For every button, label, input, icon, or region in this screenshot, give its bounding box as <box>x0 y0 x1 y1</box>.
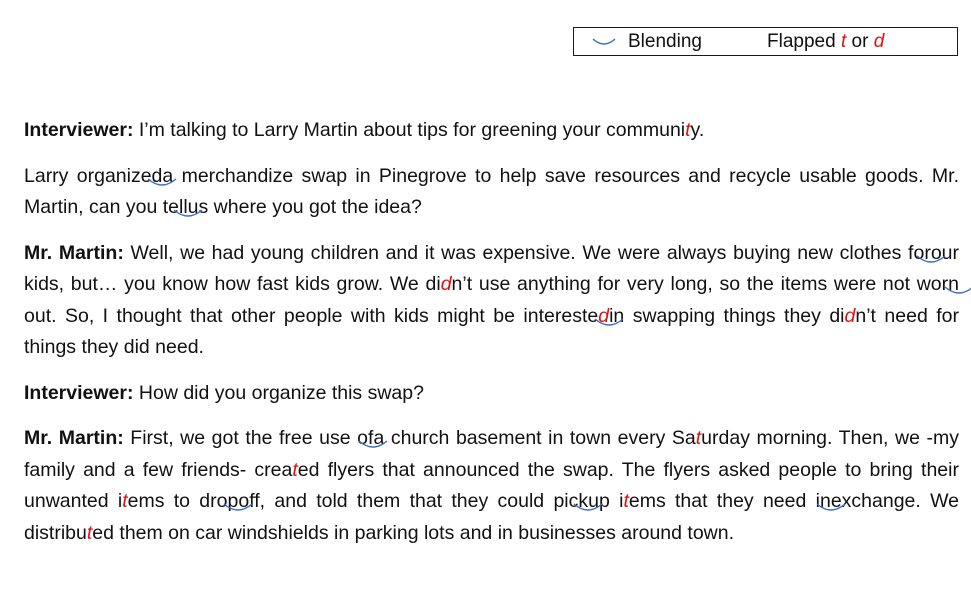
paragraph-text: I’m talking to Larry Martin about tips for greening your community. <box>133 119 705 141</box>
blend-arc-icon <box>573 502 603 514</box>
blend-arc-icon <box>591 31 617 49</box>
flapped-letter: t <box>623 490 629 512</box>
blend-arc-icon <box>594 317 624 329</box>
speaker-label: Mr. Martin: <box>24 241 124 264</box>
flapped-letter: t <box>292 458 298 481</box>
paragraph-text: First, we got the free use of a church basement in town every Saturday morning. Then, we -my family and a few friends- created flyers that announced the swap. The flyers asked people to bring their unwanted items to drop off, and told them that they could pick up items that they need in exchange. We distributed them on car windshields in parking lots and in businesses around town. <box>24 427 959 544</box>
transcript-paragraph <box>24 238 959 364</box>
blend-arc-icon <box>916 254 946 266</box>
blend-arc-icon <box>944 285 971 297</box>
blend-arc-icon <box>358 439 388 451</box>
flapped-letter: t <box>695 427 702 449</box>
legend-flapped-or: or <box>846 31 874 52</box>
paragraph-text: Larry organized a merchandize swap in Pinegrove to help save resources and recycle usable goods. Mr. Martin, can you tell us where you got the idea? <box>24 164 959 218</box>
flapped-letter: d <box>440 273 452 295</box>
blend-arc-icon <box>816 502 846 514</box>
blend-arc-icon <box>147 177 177 189</box>
speaker-label: Interviewer: <box>24 381 134 404</box>
speaker-label: Interviewer: <box>24 119 134 141</box>
legend-flapped-prefix: Flapped <box>767 31 841 52</box>
transcript-paragraph <box>24 161 959 224</box>
legend-blending-label: Blending <box>628 31 702 52</box>
paragraph-text: Well, we had young children and it was expensive. We were always buying new clothes for our kids, but… you know how fast kids grow. We didn’t use anything for very long, so the items were not worn out. So, I thought that other people with kids might be interested in swapping things they didn’t need for things they did need. <box>24 242 959 359</box>
flapped-letter: t <box>86 521 93 544</box>
legend-flapped-label <box>767 28 884 55</box>
transcript-paragraph <box>24 115 959 147</box>
speaker-label: Mr. Martin: <box>24 427 124 449</box>
blend-arc-icon <box>223 502 253 514</box>
flapped-letter: t <box>685 119 691 141</box>
legend-box <box>573 27 958 56</box>
flapped-letter: d <box>598 304 610 327</box>
legend-flapped-t: t <box>840 31 847 52</box>
flapped-letter: d <box>844 304 856 327</box>
paragraph-text: How did you organize this swap? <box>133 381 424 404</box>
transcript-paragraph <box>24 423 959 549</box>
blend-arc-icon <box>173 208 203 220</box>
flapped-letter: t <box>122 490 128 512</box>
transcript-paragraph <box>24 378 959 410</box>
interview-transcript <box>24 115 959 563</box>
legend-flapped-d: d <box>873 31 885 52</box>
